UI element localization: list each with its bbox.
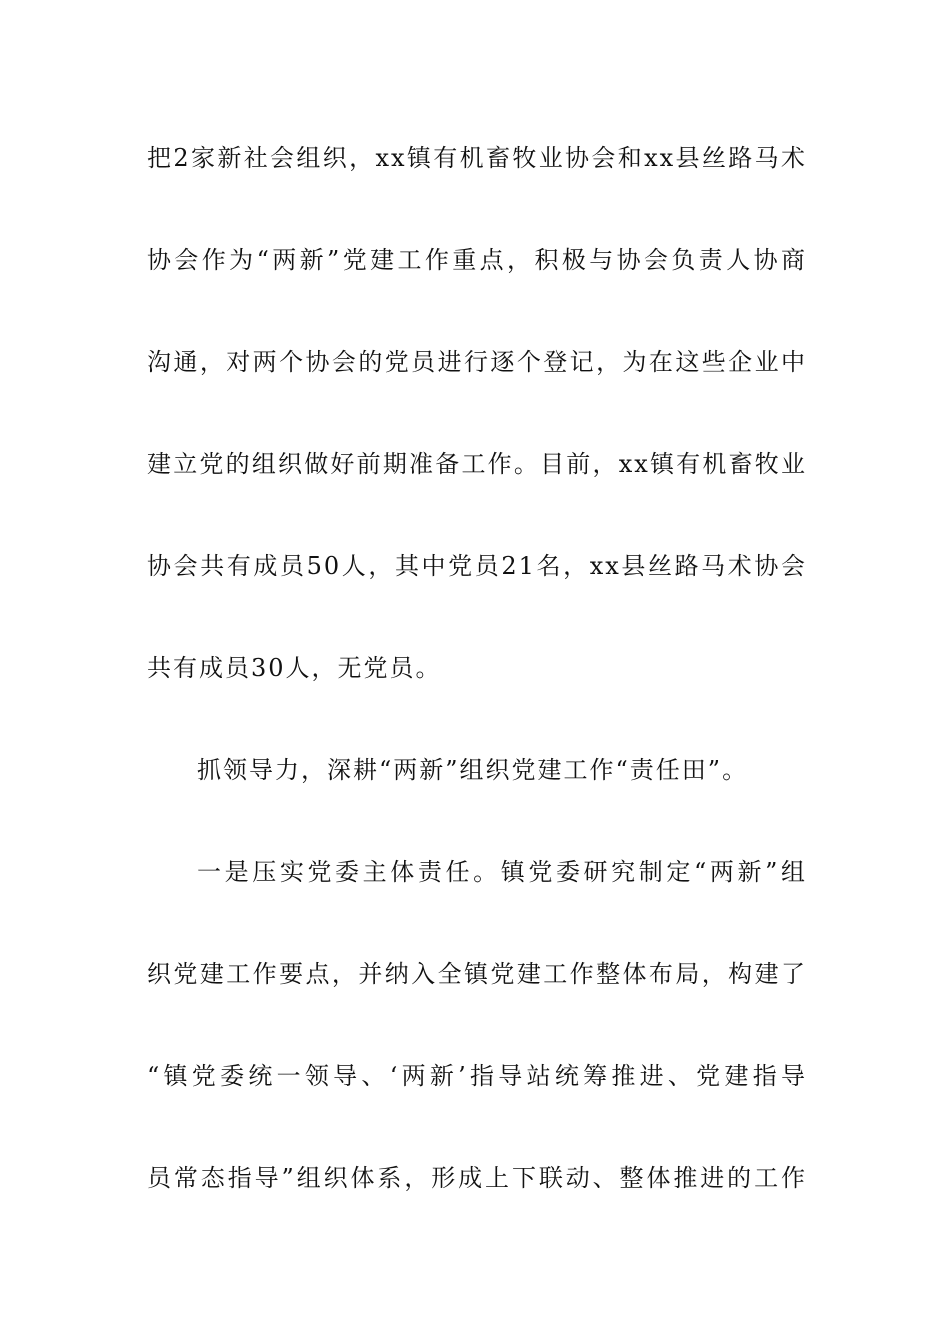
paragraph-line: 员常态指导”组织体系，形成上下联动、整体推进的工作 <box>147 1164 807 1192</box>
paragraph-line: 共有成员30人，无党员。 <box>147 654 442 682</box>
paragraph-line: 织党建工作要点，并纳入全镇党建工作整体布局，构建了 <box>147 960 807 988</box>
paragraph-line: 协会作为“两新”党建工作重点，积极与协会负责人协商 <box>147 246 807 274</box>
section-heading: 抓领导力，深耕“两新”组织党建工作“责任田”。 <box>197 756 749 784</box>
paragraph-line: 建立党的组织做好前期准备工作。目前，xx镇有机畜牧业 <box>147 450 807 478</box>
paragraph-line: 沟通，对两个协会的党员进行逐个登记，为在这些企业中 <box>147 348 807 376</box>
paragraph-line: 一是压实党委主体责任。镇党委研究制定“两新”组 <box>197 858 807 886</box>
document-body <box>147 133 807 1255</box>
paragraph-line: 把2家新社会组织，xx镇有机畜牧业协会和xx县丝路马术 <box>147 144 807 172</box>
paragraph-line: “镇党委统一领导、‘两新’指导站统筹推进、党建指导 <box>147 1062 807 1090</box>
paragraph-line: 协会共有成员50人，其中党员21名，xx县丝路马术协会 <box>147 552 807 580</box>
